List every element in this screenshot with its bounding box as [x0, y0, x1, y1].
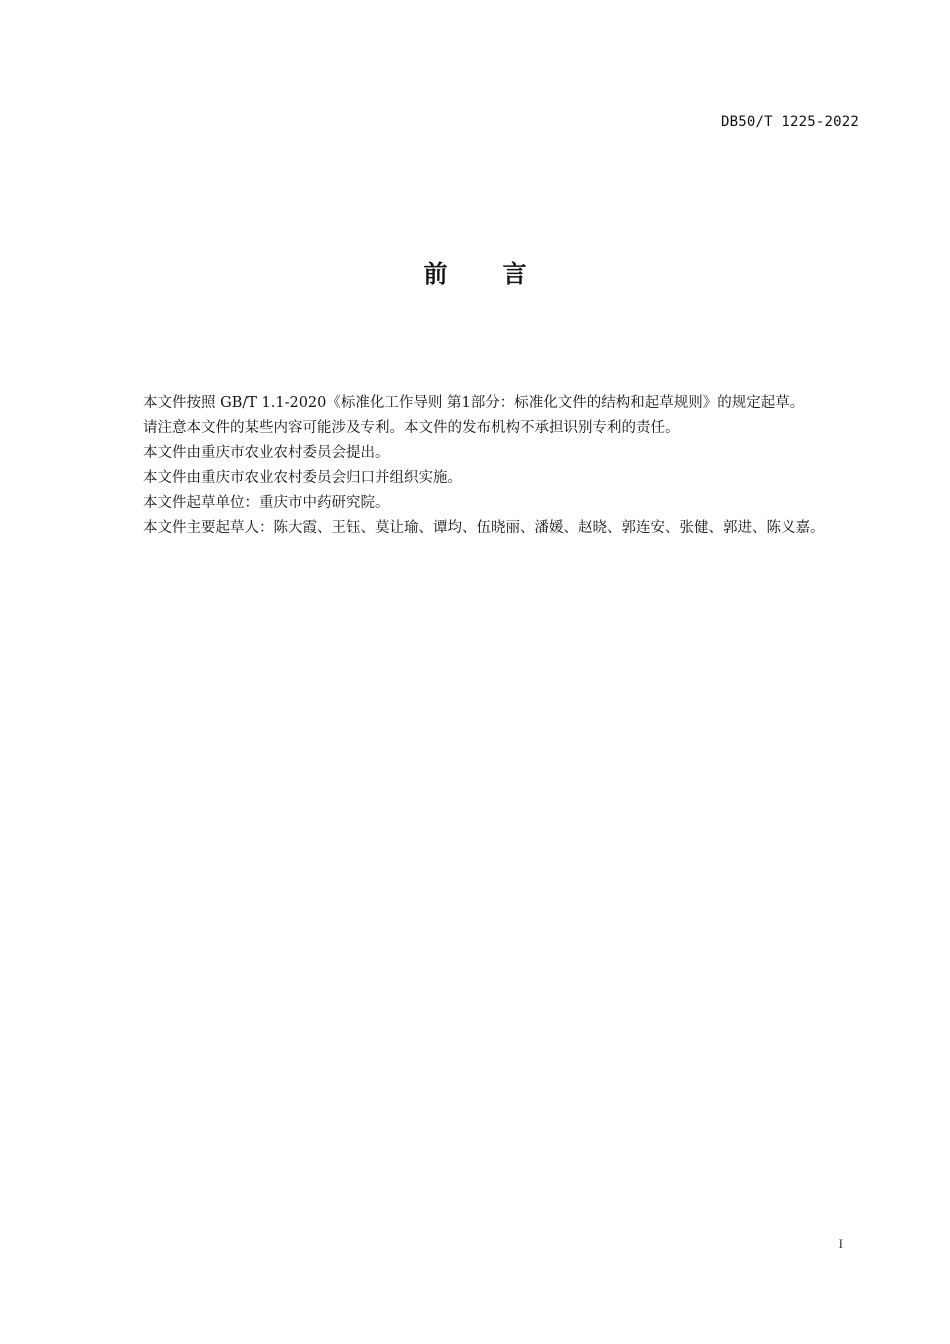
paragraph-drafters: 本文件主要起草人：陈大霞、王钰、莫让瑜、谭均、伍晓丽、潘媛、赵晓、郭连安、张健、郭进、陈义嘉。	[143, 520, 825, 536]
title-char-1: 前	[423, 260, 448, 288]
page-number: I	[838, 1236, 843, 1251]
page-title	[0, 254, 950, 289]
paragraph-administration: 本文件由重庆市农业农村委员会归口并组织实施。	[143, 470, 462, 486]
title-char-2: 言	[502, 260, 527, 288]
preface-body	[114, 391, 860, 541]
paragraph-standard-basis: 本文件按照 GB/T 1.1-2020《标准化工作导则 第1部分：标准化文件的结构和起草规则》的规定起草。	[143, 395, 805, 411]
paragraph-patent-notice: 请注意本文件的某些内容可能涉及专利。本文件的发布机构不承担识别专利的责任。	[143, 420, 680, 436]
paragraph-proposer: 本文件由重庆市农业农村委员会提出。	[143, 445, 390, 461]
document-code: DB50/T 1225-2022	[720, 114, 859, 130]
paragraph-drafting-unit: 本文件起草单位：重庆市中药研究院。	[143, 495, 390, 511]
